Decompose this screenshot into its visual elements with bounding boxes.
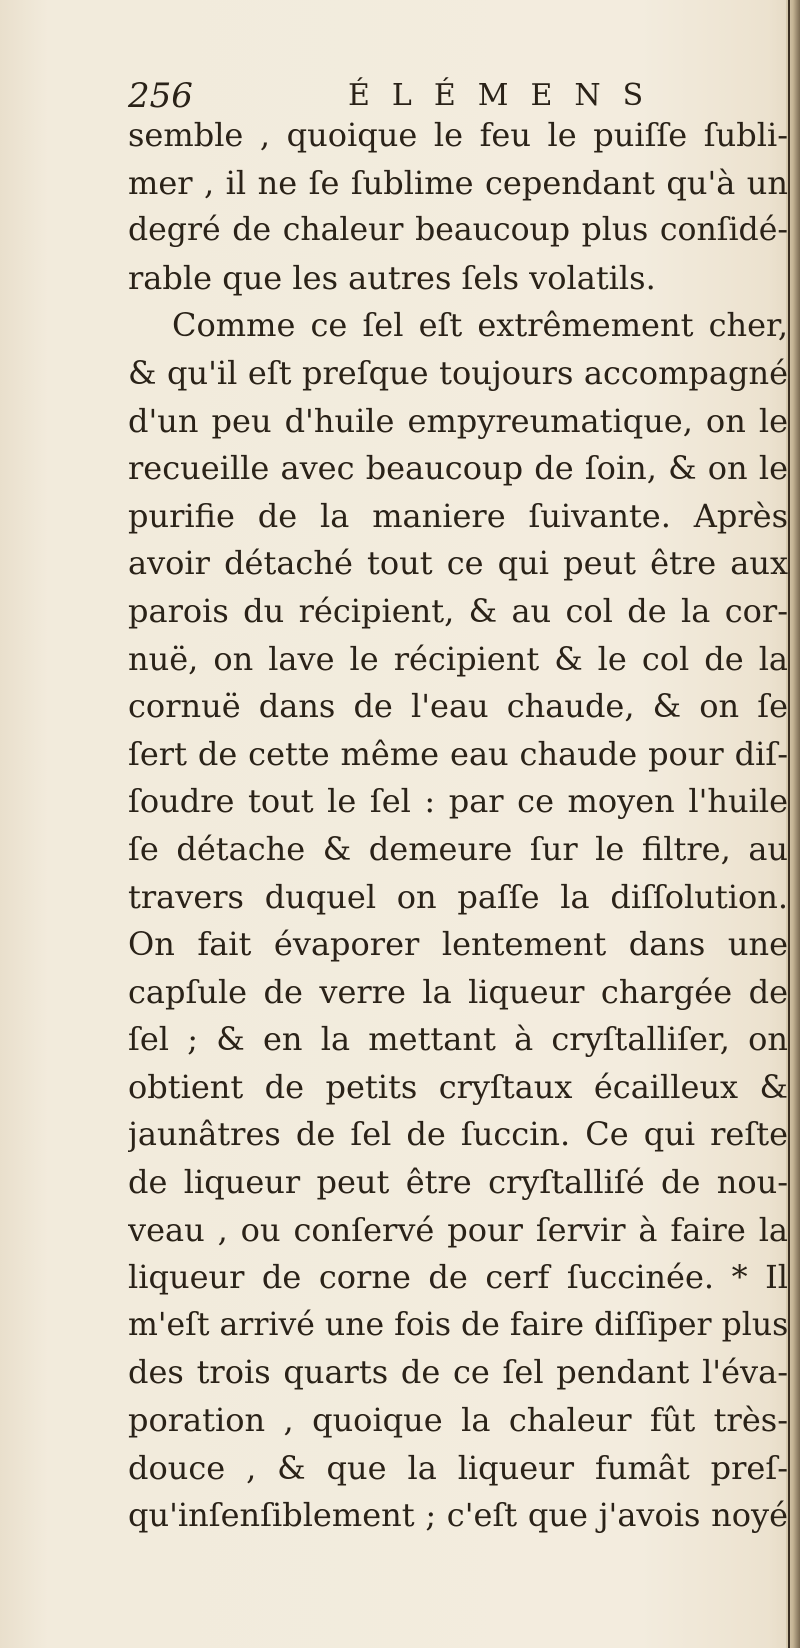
text-line: travers duquel on paſſe la diſſolution.: [128, 877, 788, 916]
text-line: veau , ou conſervé pour ſervir à faire la: [128, 1210, 788, 1249]
text-line: cornuë dans de l'eau chaude, & on ſe: [128, 687, 788, 726]
body-text: [128, 112, 788, 1642]
text-line: mer , il ne ſe ſublime cependant qu'à un: [128, 163, 788, 202]
text-line: nuë, on lave le récipient & le col de la: [128, 639, 788, 678]
text-line: de liqueur peut être cryſtalliſé de nou-: [128, 1163, 788, 1202]
text-line: ſoudre tout le ſel : par ce moyen l'huile: [128, 782, 788, 821]
text-line: liqueur de corne de cerf ſuccinée. * Il: [128, 1258, 788, 1297]
text-line: ſel ; & en la mettant à cryſtalliſer, on: [128, 1020, 788, 1059]
text-line: poration , quoique la chaleur fût très-: [128, 1401, 788, 1440]
page-number: 256: [128, 76, 193, 116]
text-line: parois du récipient, & au col de la cor-: [128, 591, 788, 630]
text-line: semble , quoique le feu le puiſſe ſubli-: [128, 116, 788, 154]
text-line: d'un peu d'huile empyreumatique, on le: [128, 401, 788, 440]
text-line: qu'inſenſiblement ; c'eſt que j'avois noyé: [128, 1496, 788, 1535]
text-line: ſert de cette même eau chaude pour diſ-: [128, 734, 788, 773]
text-line: rable que les autres ſels volatils.: [128, 258, 656, 297]
text-line: avoir détaché tout ce qui peut être aux: [128, 544, 788, 583]
text-line: degré de chaleur beaucoup plus conſidé-: [128, 212, 788, 249]
text-line: douce , & que la liqueur fumât preſ-: [128, 1448, 788, 1487]
text-line: obtient de petits cryſtaux écailleux &: [128, 1067, 788, 1106]
text-line: recueille avec beaucoup de ſoin, & on le: [128, 449, 788, 488]
text-line: purifie de la maniere ſuivante. Après: [128, 496, 788, 535]
text-line: ſe détache & demeure ſur le filtre, au: [128, 829, 788, 868]
text-line: des trois quarts de ce ſel pendant l'éva-: [128, 1353, 788, 1392]
running-head: ÉLÉMENS: [348, 78, 666, 113]
binding-edge: [788, 0, 790, 1648]
text-line: jaunâtres de ſel de ſuccin. Ce qui reſte: [128, 1115, 788, 1154]
text-line: On fait évaporer lentement dans une: [128, 925, 788, 964]
text-line: capſule de verre la liqueur chargée de: [128, 972, 788, 1011]
text-line: m'eſt arrivé une fois de faire diſſiper plus: [128, 1306, 788, 1343]
text-line: & qu'il eſt preſque toujours accompagné: [128, 353, 788, 392]
paragraph-start-line: Comme ce ſel eſt extrêmement cher,: [172, 306, 788, 345]
